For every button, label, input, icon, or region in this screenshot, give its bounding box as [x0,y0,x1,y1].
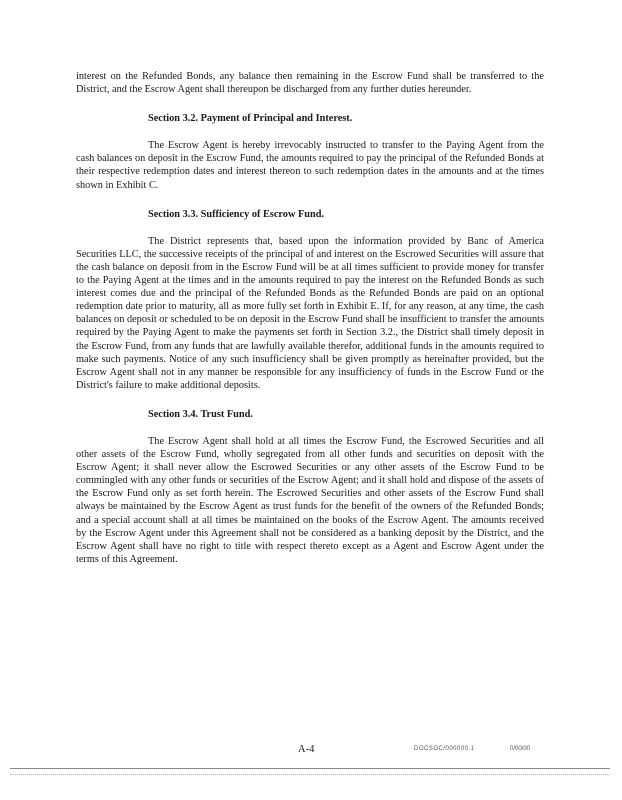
section-3-2-heading: Section 3.2. Payment of Principal and Interest. [148,113,353,125]
document-code: DOCSOC/000000.1 [414,746,475,752]
section-3-2-body: The Escrow Agent is hereby irrevocably instructed to transfer to the Paying Agent from the cash balances on deposit in the Escrow Fund, the amounts required to pay the principal of the Refunded Bonds at their respective redemption dates and interest thereon to such redemption dates in the amounts and at the times shown in Exhibit C. [76,140,544,191]
scan-edge-line [10,774,610,775]
section-3-4-heading: Section 3.4. Trust Fund. [148,408,253,420]
page-number: A-4 [298,744,315,755]
section-3-4-body: The Escrow Agent shall hold at all times the Escrow Fund, the Escrowed Securities and all other assets of the Escrow Fund, wholly segregated from all other funds and securities on deposit with the Escrow Agent; it shall never allow the Escrowed Securities or any other assets of the Escrow Fund to be commingled with any other funds or securities of the Escrow Agent; and it shall hold and dispose of the assets of the Escrow Fund only as set forth herein. The Escrowed Securities and other assets of the Escrow Fund shall always be maintained by the Escrow Agent as trust funds for the benefit of the owners of the Refunded Bonds; and a special account shall at all times be maintained on the books of the Escrow Agent. The amounts received by the Escrow Agent under this Agreement shall not be considered as a banking deposit by the District, and the Escrow Agent shall have no right to title with respect thereto except as a Agent and Escrow Agent under the terms of this Agreement. [76,435,544,565]
footer-rule [10,768,610,769]
section-3-3-heading: Section 3.3. Sufficiency of Escrow Fund. [148,208,325,220]
continuation-paragraph: interest on the Refunded Bonds, any balance then remaining in the Escrow Fund shall be transferred to the District, and the Escrow Agent shall thereupon be discharged from any further duties hereunder. [76,71,544,96]
document-body [76,70,544,566]
section-3-3-body: The District represents that, based upon the information provided by Banc of America Securities LLC, the successive receipts of the principal of and interest on the Escrowed Securities will assure that the cash balance on deposit from in the Escrow Fund will be at all times sufficient to provide money for transfer to the Paying Agent at the times and in the amounts required to pay the interest on the Refunded Bonds as such interest comes due and the principal of the Refunded Bonds as the Refunded Bonds are paid on an optional redemption date prior to maturity, all as more fully set forth in Exhibit E. If, for any reason, at any time, the cash balances on deposit or scheduled to be on deposit in the Escrow Fund shall be insufficient to transfer the amounts required by the Paying Agent to make the payments set forth in Section 3.2., the District shall timely deposit in the Escrow Fund, from any funds that are lawfully available therefor, additional funds in the amounts required to make such payments. Notice of any such insufficiency shall be given promptly as hereinafter provided, but the Escrow Agent shall not in any manner be responsible for any insufficiency of funds in the Escrow Fund or the District's failure to make additional deposits. [76,235,544,391]
document-date: 0/00/00 [510,746,531,752]
